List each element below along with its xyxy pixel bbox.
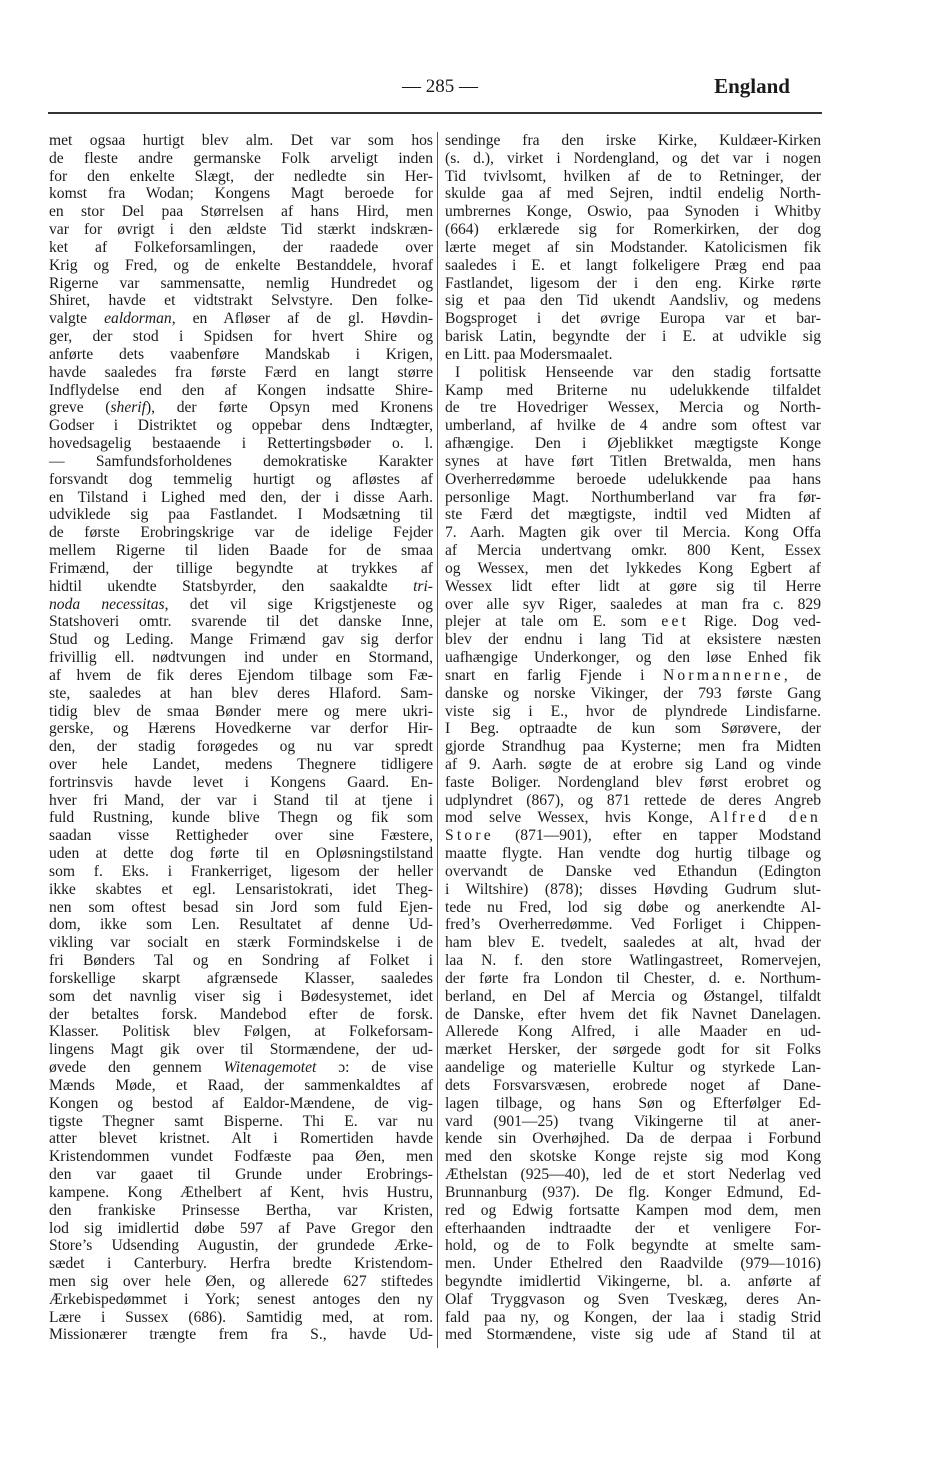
text-line: lingens Magt gik over til Stormændene, der ud- (49, 1041, 433, 1059)
text-line: Wessex lidt efter lidt at gøre sig til Herre (445, 577, 821, 595)
text-line: faste Boliger. Nordengland blev først erobret og (445, 773, 821, 791)
text-line: hold, og de to Folk begyndte at smelte sam- (445, 1237, 821, 1255)
text-line: fri Bønders Tal og en Sondring af Folket i (49, 952, 433, 970)
text-line: ger, der stod i Spidsen for hvert Shire og (49, 328, 433, 346)
text-line: der betaltes forsk. Mandebod efter de forsk. (49, 1005, 433, 1023)
text-segment: mod selve Wessex, hvis Konge, (445, 809, 710, 827)
text-column-right (445, 132, 821, 1344)
text-line: sendinge fra den irske Kirke, Kuldæer-Kirken (445, 132, 821, 149)
text-line: fuld Rustning, kunde blive Thegn og fik som (49, 809, 433, 827)
text-line: ste, saaledes at han blev deres Hlaford. Sam- (49, 684, 433, 702)
text-line: de tre Hovedriger Wessex, Mercia og North- (445, 399, 821, 417)
text-segment: , det vil sige Krigstjeneste og (164, 595, 433, 613)
text-line (445, 613, 821, 631)
text-line: saadan visse Rettigheder over sine Fæstere, (49, 827, 433, 845)
text-line: med den skotske Konge rejste sig mod Kong (445, 1148, 821, 1166)
text-line: Krig og Fred, og de enkelte Bestanddele, hvoraf (49, 256, 433, 274)
text-line: Stud og Leding. Mange Frimænd gav sig derfor (49, 631, 433, 649)
text-line: uden at dette dog førte til en Opløsningstilstand (49, 845, 433, 863)
text-line: maatte flygte. Han vendte dog hurtig tilbage og (445, 845, 821, 863)
italic-term: Witenagemotet (223, 1059, 317, 1077)
text-line: Store’s Udsending Augustin, der grundede Ærke- (49, 1237, 433, 1255)
text-segment: valgte (49, 310, 105, 328)
text-line: skulde gaa af med Sejren, indtil endelig North- (445, 185, 821, 203)
text-line: begyndte imidlertid Vikingerne, bl. a. anførte af (445, 1273, 821, 1290)
text-line: men. Under Ethelred den Raadvilde (979—1016) (445, 1255, 821, 1273)
text-line: anførte dets vaabenføre Mandskab i Krigen, (49, 345, 433, 363)
text-line: aandelige og materielle Kultur og styrkede Lan- (445, 1059, 821, 1077)
text-line: der førte fra London til Chester, d. e. Northum- (445, 969, 821, 987)
text-line: komst fra Wodan; Kongens Magt beroede for (49, 185, 433, 203)
text-line: (s. d.), virket i Nordengland, og det var i nogen (445, 149, 821, 167)
text-line: over hele Landet, medens Thegnere tidligere (49, 755, 433, 773)
text-line: de fleste andre germanske Folk arveligt inden (49, 149, 433, 167)
text-line: Æthelstan (925—40), led de et stort Nederlag ved (445, 1166, 821, 1184)
text-line: med Stormændene, viste sig ude af Stand til at (445, 1326, 821, 1344)
text-line: den, der stadig forøgedes og nu var spredt (49, 738, 433, 756)
spaced-emphasis: Store (445, 827, 494, 845)
text-segment: I politisk Henseende var den stadig fortsatte (455, 363, 821, 381)
text-line: Overherredømme beroede udelukkende paa hans (445, 470, 821, 488)
text-line: synes at have ført Titlen Bretwalda, men hans (445, 452, 821, 470)
text-line: som f. Eks. i Frankerriget, ligesom der heller (49, 862, 433, 880)
text-line: de Danske, efter hvem det fik Navnet Danelagen. (445, 1005, 821, 1023)
text-line: den var gaaet til Grunde under Erobrings- (49, 1166, 433, 1184)
spaced-emphasis: Normannerne (662, 666, 784, 684)
text-segment: snart en farlig Fjende i (445, 666, 663, 684)
text-line: ham blev E. tvedelt, saaledes at alt, hvad der (445, 934, 821, 952)
text-line: fald paa ny, og Kongen, der laa i stadig Strid (445, 1308, 821, 1326)
text-segment: (871—901), efter en tapper Modstand (493, 827, 821, 845)
text-line: udviklede sig paa Fastlandet. I Modsætning til (49, 506, 433, 524)
text-line: vikling var socialt en stærk Formindskelse i de (49, 934, 433, 952)
text-line: Klasser. Politisk blev Følgen, at Folkeforsam- (49, 1023, 433, 1041)
text-line: Allerede Kong Alfred, i alle Maader en ud- (445, 1023, 821, 1041)
text-line: tede nu Fred, lod sig døbe og anerkendte Al- (445, 898, 821, 916)
text-line: tigste Thegner samt Bisperne. Thi E. var nu (49, 1112, 433, 1130)
text-line: Kongen og bestod af Ealdor-Mændene, de vig- (49, 1094, 433, 1112)
text-line: som det navnlig viser sig i Bødesystemet, idet (49, 987, 433, 1005)
text-line: Rigerne var sammensatte, nemlig Hundredet og (49, 274, 433, 292)
text-line: mærket Hersker, der sørgede godt for sit Folks (445, 1041, 821, 1059)
text-line: af Mercia undertvang omkr. 800 Kent, Essex (445, 542, 821, 560)
text-line: sædet i Canterbury. Herfra bredte Kristendom- (49, 1255, 433, 1273)
text-line: Olaf Tryggvason og Sven Tveskæg, deres An- (445, 1290, 821, 1308)
text-line: red og Edwig fortsatte Kampen mod dem, men (445, 1201, 821, 1219)
text-line: danske og norske Vikinger, der 793 første Gang (445, 684, 821, 702)
text-segment: plejer at tale om E. som (445, 613, 662, 631)
text-line (445, 667, 821, 685)
text-line: gerske, og Hærens Hovedkerne var derfor Hir- (49, 720, 433, 738)
text-line: barisk Latin, begyndte der i E. at udvikle sig (445, 328, 821, 346)
text-line: Lære i Sussex (686). Samtidig med, at rom. (49, 1308, 433, 1326)
text-segment: greve ( (49, 399, 111, 417)
text-line: forsvandt dog temmelig hurtigt og afløstes af (49, 470, 433, 488)
text-line: berland, en Del af Mercia og Østangel, tilfaldt (445, 987, 821, 1005)
text-line: af hvem de fik deres Ejendom tilbage som Fæ- (49, 666, 433, 684)
text-line: Missionærer trængte frem fra S., havde Ud- (49, 1326, 433, 1344)
text-line: frivillig ell. nødtvungen ind under en Stormand, (49, 649, 433, 667)
text-line: met ogsaa hurtigt blev alm. Det var som hos (49, 132, 433, 149)
text-line (445, 346, 821, 364)
text-segment: Rige. Dog ved- (689, 613, 821, 631)
italic-term: ealdorman (104, 310, 172, 328)
text-line: en Tilstand i Lighed med den, der i disse Aarh. (49, 488, 433, 506)
text-line: atter blevet kristnet. Alt i Romertiden havde (49, 1130, 433, 1148)
text-line (49, 578, 433, 596)
text-line: Bogsproget i det øvrige Europa var et bar- (445, 310, 821, 328)
running-head: England (714, 74, 790, 98)
text-line: laa N. f. den store Watlingastreet, Romervejen, (445, 952, 821, 970)
text-line: lærte meget af sin Modstander. Katolicismen fik (445, 238, 821, 256)
text-line (445, 809, 821, 827)
text-line: mellem Rigerne til liden Baade for de smaa (49, 542, 433, 560)
text-line: Shiret, havde et vidtstrakt Selvstyre. Den folke- (49, 292, 433, 310)
text-line: ket af Folkeforsamlingen, der raadede over (49, 238, 433, 256)
text-line: 7. Aarh. Magten gik over til Mercia. Kong Offa (445, 524, 821, 542)
text-line: af 9. Aarh. søgte de at erobre sig Land og vinde (445, 755, 821, 773)
text-line: Frimænd, der tillige begyndte at trykkes af (49, 559, 433, 577)
text-segment: ), der førte Opsyn med Kronens (145, 399, 433, 417)
text-segment: hidtil ukendte Statsbyrder, den saakaldte (49, 577, 414, 595)
text-line: lagen tilbage, og hans Søn og Efterfølger Ed- (445, 1094, 821, 1112)
spaced-emphasis: eet (661, 613, 690, 631)
text-line: Mænds Møde, et Raad, der sammenkaldtes af (49, 1076, 433, 1094)
text-line: i Wiltshire) (878); disses Høvding Gudrum slut- (445, 880, 821, 898)
italic-term: tri- (413, 577, 433, 595)
text-line: vard (901—25) tvang Vikingerne til at aner- (445, 1112, 821, 1130)
text-line: hver fri Mand, der var i Stand til at tjene i (49, 791, 433, 809)
text-line: Brunnanburg (937). De flg. Konger Edmund, Ed- (445, 1183, 821, 1201)
text-line: I Beg. optraadte de kun som Sørøvere, der (445, 720, 821, 738)
text-line (49, 596, 433, 614)
text-segment: , de (783, 666, 821, 684)
text-line: kende sin Overhøjhed. Da de derpaa i Forbund (445, 1130, 821, 1148)
text-segment: , en Afløser af de gl. Høvdin- (171, 310, 434, 328)
text-line: gjorde Strandhug paa Kysterne; men fra Midten (445, 738, 821, 756)
text-line (445, 827, 821, 845)
text-line: dom, ikke som Len. Resultatet af denne Ud- (49, 916, 433, 934)
text-line: Godser i Distriktet og oppebar dens Indtægter, (49, 417, 433, 435)
text-line: over alle syv Riger, saaledes at man fra c. 829 (445, 595, 821, 613)
text-line: dets Forsvarsvæsen, erobrede noget af Dane- (445, 1076, 821, 1094)
text-line: havde saaledes fra første Færd en langt større (49, 363, 433, 381)
text-line: afhængige. Den i Øjeblikket mægtigste Konge (445, 435, 821, 453)
text-line: efterhaanden indtraadte der et venligere For- (445, 1219, 821, 1237)
text-line: nen som oftest besad sin Jord som fuld Ejen- (49, 898, 433, 916)
text-line: de første Erobringskrige var de idelige Fejder (49, 524, 433, 542)
text-line: for den enkelte Slægt, der nedledte sin Her- (49, 167, 433, 185)
text-line: blev der endnu i lang Tid at eksistere næsten (445, 631, 821, 649)
text-line: Kristendommen vundet Fodfæste paa Øen, men (49, 1148, 433, 1166)
text-line: Indflydelse end den af Kongen indsatte Shire- (49, 381, 433, 399)
text-line: saaledes i E. et langt folkeligere Præg end paa (445, 256, 821, 274)
text-line: umbrernes Konge, Oswio, paa Synoden i Whitby (445, 203, 821, 221)
text-line: sig et paa den Tid ukendt Aandsliv, og medens (445, 292, 821, 310)
text-line: den frankiske Prinsesse Bertha, var Kristen, (49, 1201, 433, 1219)
text-line: umberland, af hvilke de 4 andre som oftest var (445, 417, 821, 435)
text-line: ikke skabtes et egl. Lensaristokrati, idet Theg- (49, 880, 433, 898)
text-line: var for øvrigt i den ældste Tid stærkt indskræn- (49, 221, 433, 239)
page-number: — 285 — (402, 76, 478, 97)
italic-term: noda necessitas (49, 595, 165, 613)
text-line: tidig blev de smaa Bønder mere og mere ukri- (49, 702, 433, 720)
text-segment: en Litt. paa Modersmaalet. (445, 345, 613, 363)
text-line: fortrinsvis havde levet i Kongens Gaard. En- (49, 773, 433, 791)
text-segment: ɔ: de vise (316, 1059, 433, 1077)
text-line: fred’s Overherredømme. Ved Forliget i Chippen- (445, 916, 821, 934)
text-line: kampene. Kong Æthelbert af Kent, hvis Hustru, (49, 1183, 433, 1201)
text-line: ste Færd det mægtigste, indtil ved Midten af (445, 506, 821, 524)
text-line: lod sig imidlertid døbe 597 af Pave Gregor den (49, 1219, 433, 1237)
text-line: forskellige skarpt afgrænsede Klasser, saaledes (49, 969, 433, 987)
text-line: udplyndret (867), og 871 rettede de deres Angreb (445, 791, 821, 809)
text-line: Ærkebispedømmet i York; senest antoges den ny (49, 1290, 433, 1308)
spaced-emphasis: Alfred den (709, 809, 821, 827)
text-line: hovedsagelig bestaaende i Rettertingsbøder o. l. (49, 435, 433, 453)
text-line: personlige Magt. Northumberland var fra før- (445, 488, 821, 506)
text-line (49, 1059, 433, 1077)
text-line: Kamp med Briterne nu udelukkende tilfaldet (445, 381, 821, 399)
italic-term: sherif (110, 399, 146, 417)
text-line (49, 399, 433, 417)
text-column-left (49, 132, 433, 1344)
text-line: Statshoveri omtr. svarende til det danske Inne, (49, 613, 433, 631)
text-line: viste sig i E., hvor de plyndrede Lindisfarne. (445, 702, 821, 720)
text-line: men sig over hele Øen, og allerede 627 stiftedes (49, 1273, 433, 1290)
text-segment: øvede den gennem (49, 1059, 224, 1077)
text-line: uafhængige Underkonger, og den løse Enhed fik (445, 649, 821, 667)
text-line: (664) erklærede sig for Romerkirken, der dog (445, 221, 821, 239)
text-line: Fastlandet, ligesom der i den eng. Kirke rørte (445, 274, 821, 292)
text-line: og Wessex, men det lykkedes Kong Egbert af (445, 559, 821, 577)
column-divider (437, 132, 438, 1348)
text-line: — Samfundsforholdenes demokratiske Karakter (49, 452, 433, 470)
text-line (445, 364, 821, 382)
text-line: en stor Del paa Størrelsen af hans Hird, men (49, 203, 433, 221)
header-rule (48, 112, 822, 114)
text-line: Tid tvivlsomt, hvilken af de to Retninger, der (445, 167, 821, 185)
text-line (49, 310, 433, 328)
text-line: overvandt de Danske ved Ethandun (Edington (445, 862, 821, 880)
